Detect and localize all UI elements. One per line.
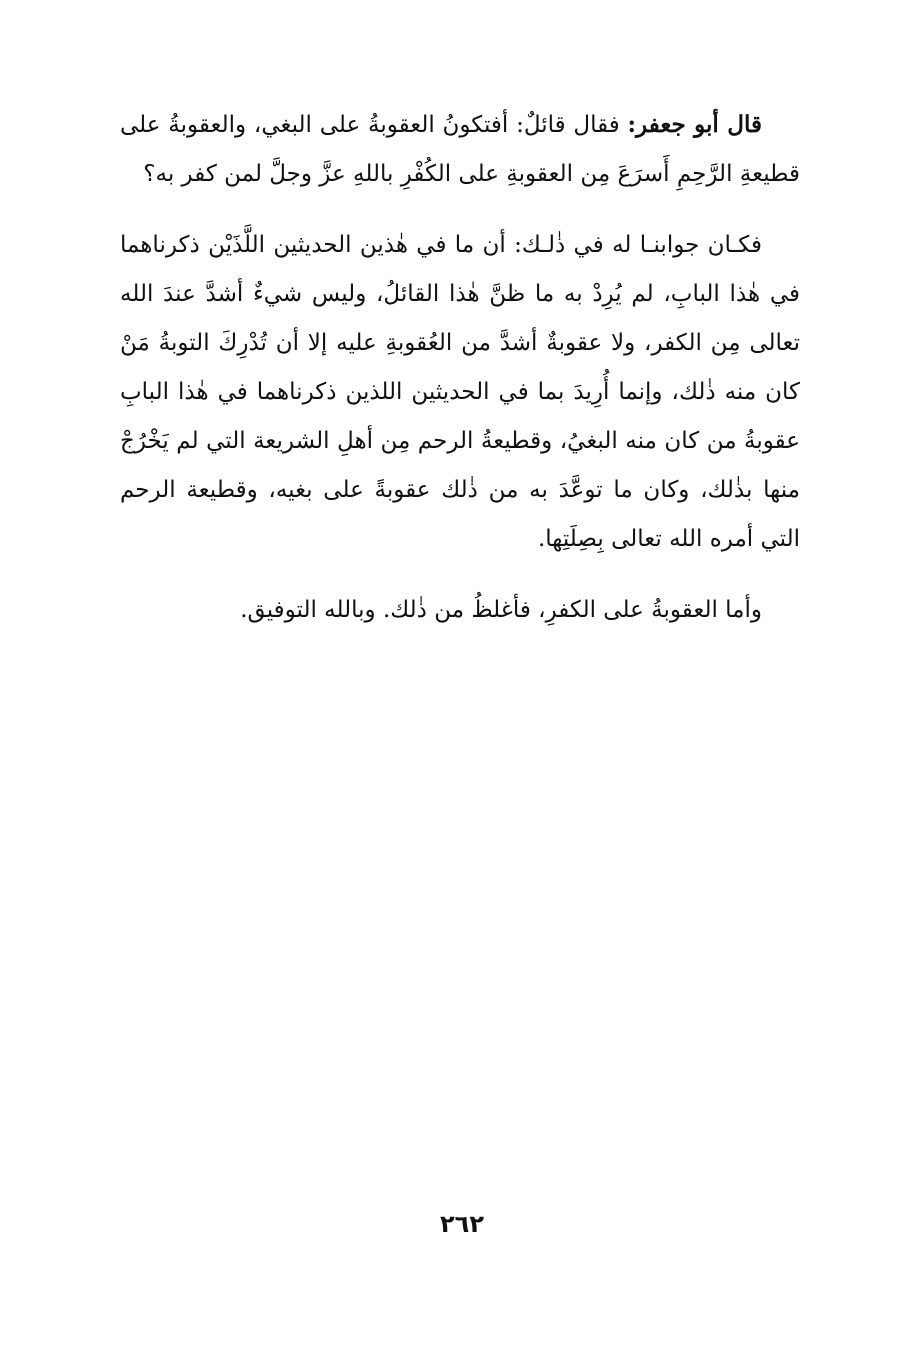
page-number: ٢٦٢ [440,1210,484,1238]
paragraph-question [120,100,800,199]
paragraph-answer: فكـان جوابنـا له في ذٰلـك: أن ما في هٰذين الحديثين اللَّذَيْن ذكرناهما في هٰذا البابِ، لم يُرِدْ به ما ظنَّ هٰذا القائلُ، وليس شيءٌ أشدَّ عندَ الله تعالى مِن الكفر، ولا عقوبةٌ أشدَّ من العُقوبةِ عليه إلا أن تُدْرِكَ التوبةُ مَنْ كان منه ذٰلك، وإنما أُرِيدَ بما في الحديثين اللذين ذكرناهما في هٰذا البابِ عقوبةُ من كان منه البغيُ، وقطيعةُ الرحم مِن أهلِ الشريعة التي لم يَخْرُجْ منها بذٰلك، وكان ما توعَّدَ به من ذٰلك عقوبةً على بغيه، وقطيعة الرحم التي أمره الله تعالى بِصِلَتِها. [120,232,800,552]
page-body [120,100,800,657]
paragraph-conclusion: وأما العقوبةُ على الكفرِ، فأغلظُ من ذٰلك. وبالله التوفيق. [240,597,762,623]
question-text: فقال قائلٌ: أفتكونُ العقوبةُ على البغي، والعقوبةُ على قطيعةِ الرَّحِمِ أَسرَعَ مِن العقوبةِ على الكُفْرِ باللهِ عزَّ وجلَّ لمن كفر به؟ [120,112,800,187]
speaker-label: قال أبو جعفر: [627,111,762,138]
